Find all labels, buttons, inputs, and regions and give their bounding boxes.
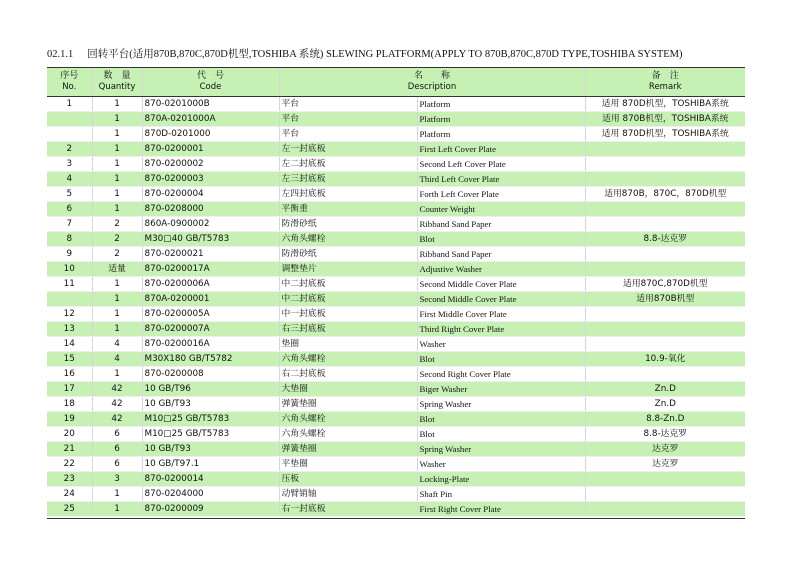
row-quantity: 1 (92, 202, 142, 217)
section-title-line (47, 46, 683, 61)
row-remark (585, 217, 745, 232)
row-description: Platform (417, 127, 585, 142)
row-description: First Middle Cover Plate (417, 307, 585, 322)
row-code: 870A-0200001 (142, 292, 279, 307)
row-code: 10 GB/T93 (142, 442, 279, 457)
row-description: Third Right Cover Plate (417, 322, 585, 337)
row-quantity: 1 (92, 112, 142, 127)
row-name-cn: 平台 (279, 127, 417, 142)
row-remark: 10.9-氧化 (585, 352, 745, 367)
table-row (47, 322, 745, 337)
row-code: 870-0200008 (142, 367, 279, 382)
row-index: 5 (47, 187, 92, 202)
row-description: Second Middle Cover Plate (417, 277, 585, 292)
row-index: 1 (47, 97, 92, 112)
row-index: 7 (47, 217, 92, 232)
row-quantity: 6 (92, 457, 142, 472)
table-row (47, 382, 745, 397)
row-code: M30□40 GB/T5783 (142, 232, 279, 247)
table-header-row (47, 68, 745, 97)
row-description: Second Left Cover Plate (417, 157, 585, 172)
table-row (47, 442, 745, 457)
header-quantity (92, 68, 142, 97)
table-row (47, 427, 745, 442)
row-description: Blot (417, 427, 585, 442)
row-name-cn: 左三封底板 (279, 172, 417, 187)
table-row (47, 187, 745, 202)
row-name-cn: 左一封底板 (279, 142, 417, 157)
row-remark: Zn.D (585, 397, 745, 412)
table-row (47, 112, 745, 127)
row-quantity: 1 (92, 142, 142, 157)
row-code: 10 GB/T93 (142, 397, 279, 412)
row-name-cn: 右三封底板 (279, 322, 417, 337)
row-remark (585, 202, 745, 217)
header-description-en: Description (407, 82, 457, 92)
table-row (47, 247, 745, 262)
table-row (47, 337, 745, 352)
table-bottom-rule (47, 518, 745, 519)
row-remark (585, 142, 745, 157)
row-quantity: 2 (92, 217, 142, 232)
row-code: 870-0200016A (142, 337, 279, 352)
row-description: Ribband Sand Paper (417, 217, 585, 232)
section-number: 02.1.1 (47, 49, 74, 60)
row-index: 15 (47, 352, 92, 367)
row-description: Platform (417, 97, 585, 112)
row-remark (585, 172, 745, 187)
row-remark: 8.8-达克罗 (585, 232, 745, 247)
row-quantity: 1 (92, 487, 142, 502)
row-name-cn: 右二封底板 (279, 367, 417, 382)
row-description: Locking-Plate (417, 472, 585, 487)
row-code: 870-0200007A (142, 322, 279, 337)
row-quantity: 2 (92, 247, 142, 262)
row-code: 870-0200001 (142, 142, 279, 157)
row-quantity: 1 (92, 97, 142, 112)
row-quantity: 6 (92, 442, 142, 457)
row-quantity: 1 (92, 157, 142, 172)
table-row (47, 307, 745, 322)
row-index: 3 (47, 157, 92, 172)
row-index (47, 112, 92, 127)
row-code: 860A-0900002 (142, 217, 279, 232)
row-name-cn: 平衡重 (279, 202, 417, 217)
row-quantity: 1 (92, 172, 142, 187)
table-row (47, 472, 745, 487)
row-code: 10 GB/T97.1 (142, 457, 279, 472)
row-description: Counter Weight (417, 202, 585, 217)
row-remark: 达克罗 (585, 442, 745, 457)
row-name-cn: 六角头螺栓 (279, 427, 417, 442)
row-quantity: 4 (92, 352, 142, 367)
row-remark (585, 337, 745, 352)
row-code: M30X180 GB/T5782 (142, 352, 279, 367)
header-index-cn: 序号 (60, 71, 79, 81)
row-description: Blot (417, 232, 585, 247)
parts-table-body (47, 97, 745, 517)
row-name-cn: 六角头螺栓 (279, 412, 417, 427)
row-remark (585, 322, 745, 337)
section-title: 回转平台(适用870B,870C,870D机型,TOSHIBA 系统) SLEWING PLATFORM(APPLY TO 870B,870C,870D TYPE,TOSHIBA SYSTEM) (87, 49, 683, 60)
row-remark: 8.8-达克罗 (585, 427, 745, 442)
table-row (47, 352, 745, 367)
table-row (47, 412, 745, 427)
row-name-cn: 动臂销轴 (279, 487, 417, 502)
row-name-cn: 弹簧垫圈 (279, 442, 417, 457)
row-code: 870D-0201000 (142, 127, 279, 142)
row-name-cn: 垫圈 (279, 337, 417, 352)
row-index: 24 (47, 487, 92, 502)
row-name-cn: 右一封底板 (279, 502, 417, 517)
header-quantity-cn: 数 量 (103, 71, 131, 81)
row-code: 870-0200004 (142, 187, 279, 202)
row-name-cn: 调整垫片 (279, 262, 417, 277)
row-name-cn: 防滑砂纸 (279, 247, 417, 262)
table-row (47, 487, 745, 502)
header-index (47, 68, 92, 97)
row-index: 8 (47, 232, 92, 247)
row-remark: 适用 870D机型，TOSHIBA系统 (585, 127, 745, 142)
row-description: First Left Cover Plate (417, 142, 585, 157)
row-index: 25 (47, 502, 92, 517)
row-index: 14 (47, 337, 92, 352)
row-quantity: 1 (92, 127, 142, 142)
header-remark (585, 68, 745, 97)
header-code-cn: 代 号 (196, 71, 224, 81)
table-row (47, 277, 745, 292)
row-name-cn: 六角头螺栓 (279, 352, 417, 367)
row-index (47, 292, 92, 307)
row-description: Adjustive Washer (417, 262, 585, 277)
row-index: 20 (47, 427, 92, 442)
row-name-cn: 平垫圈 (279, 457, 417, 472)
table-row (47, 217, 745, 232)
row-index: 6 (47, 202, 92, 217)
row-description: Ribband Sand Paper (417, 247, 585, 262)
row-name-cn: 平台 (279, 97, 417, 112)
row-name-cn: 中二封底板 (279, 292, 417, 307)
row-remark: 8.8-Zn.D (585, 412, 745, 427)
row-quantity: 1 (92, 367, 142, 382)
row-code: 870-0201000B (142, 97, 279, 112)
row-description: Biger Washer (417, 382, 585, 397)
table-row (47, 202, 745, 217)
row-remark: 适用870B，870C，870D机型 (585, 187, 745, 202)
row-quantity: 42 (92, 412, 142, 427)
row-description: Platform (417, 112, 585, 127)
row-code: 10 GB/T96 (142, 382, 279, 397)
row-description: Second Middle Cover Plate (417, 292, 585, 307)
row-quantity: 6 (92, 427, 142, 442)
row-description: Spring Washer (417, 397, 585, 412)
row-code: 870-0200005A (142, 307, 279, 322)
table-row (47, 97, 745, 112)
row-description: Blot (417, 352, 585, 367)
row-description: First Right Cover Plate (417, 502, 585, 517)
row-quantity: 1 (92, 307, 142, 322)
row-quantity: 1 (92, 277, 142, 292)
row-description: Second Right Cover Plate (417, 367, 585, 382)
row-index: 19 (47, 412, 92, 427)
row-description: Blot (417, 412, 585, 427)
header-description-cn: 名 称 (414, 71, 451, 81)
row-code: 870-0200003 (142, 172, 279, 187)
row-index: 11 (47, 277, 92, 292)
row-remark: Zn.D (585, 382, 745, 397)
row-index: 22 (47, 457, 92, 472)
row-code: 870-0200014 (142, 472, 279, 487)
header-code-en: Code (199, 82, 222, 92)
row-index: 10 (47, 262, 92, 277)
row-quantity: 1 (92, 502, 142, 517)
row-remark (585, 487, 745, 502)
row-description: Third Left Cover Plate (417, 172, 585, 187)
row-index: 4 (47, 172, 92, 187)
row-remark (585, 262, 745, 277)
table-row (47, 502, 745, 517)
header-code (142, 68, 279, 97)
row-remark: 适用870C,870D机型 (585, 277, 745, 292)
header-index-en: No. (62, 82, 77, 92)
row-name-cn: 弹簧垫圈 (279, 397, 417, 412)
header-quantity-en: Quantity (98, 82, 136, 92)
row-code: 870-0200002 (142, 157, 279, 172)
row-name-cn: 六角头螺栓 (279, 232, 417, 247)
row-quantity: 1 (92, 292, 142, 307)
row-quantity: 2 (92, 232, 142, 247)
row-remark: 适用 870B机型，TOSHIBA系统 (585, 112, 745, 127)
row-remark (585, 367, 745, 382)
row-name-cn: 压板 (279, 472, 417, 487)
row-quantity: 3 (92, 472, 142, 487)
row-index: 12 (47, 307, 92, 322)
row-description: Washer (417, 337, 585, 352)
row-name-cn: 中一封底板 (279, 307, 417, 322)
header-description (279, 68, 585, 97)
row-quantity: 42 (92, 397, 142, 412)
row-code: 870-0200006A (142, 277, 279, 292)
row-code: 870-0200009 (142, 502, 279, 517)
table-row (47, 172, 745, 187)
parts-table (47, 67, 745, 517)
table-row (47, 262, 745, 277)
row-index (47, 127, 92, 142)
row-name-cn: 中二封底板 (279, 277, 417, 292)
row-index: 13 (47, 322, 92, 337)
row-index: 16 (47, 367, 92, 382)
row-remark (585, 472, 745, 487)
row-quantity: 适量 (92, 262, 142, 277)
table-row (47, 142, 745, 157)
row-description: Spring Washer (417, 442, 585, 457)
row-index: 9 (47, 247, 92, 262)
table-row (47, 127, 745, 142)
row-index: 23 (47, 472, 92, 487)
row-code: M10□25 GB/T5783 (142, 412, 279, 427)
table-row (47, 457, 745, 472)
row-name-cn: 防滑砂纸 (279, 217, 417, 232)
row-description: Forth Left Cover Plate (417, 187, 585, 202)
row-remark (585, 307, 745, 322)
table-row (47, 397, 745, 412)
row-code: 870-0200017A (142, 262, 279, 277)
row-quantity: 4 (92, 337, 142, 352)
row-name-cn: 左四封底板 (279, 187, 417, 202)
row-name-cn: 平台 (279, 112, 417, 127)
row-quantity: 42 (92, 382, 142, 397)
row-name-cn: 左二封底板 (279, 157, 417, 172)
row-remark (585, 157, 745, 172)
table-row (47, 157, 745, 172)
row-quantity: 1 (92, 187, 142, 202)
table-row (47, 232, 745, 247)
row-code: 870A-0201000A (142, 112, 279, 127)
row-code: M10□25 GB/T5783 (142, 427, 279, 442)
row-code: 870-0208000 (142, 202, 279, 217)
row-name-cn: 大垫圈 (279, 382, 417, 397)
row-remark (585, 502, 745, 517)
row-quantity: 1 (92, 322, 142, 337)
table-row (47, 367, 745, 382)
row-remark: 达克罗 (585, 457, 745, 472)
row-description: Washer (417, 457, 585, 472)
row-remark (585, 247, 745, 262)
row-index: 2 (47, 142, 92, 157)
row-index: 18 (47, 397, 92, 412)
row-code: 870-0200021 (142, 247, 279, 262)
row-index: 21 (47, 442, 92, 457)
row-code: 870-0204000 (142, 487, 279, 502)
header-remark-cn: 备 注 (651, 71, 679, 81)
row-remark: 适用 870D机型，TOSHIBA系统 (585, 97, 745, 112)
table-row (47, 292, 745, 307)
header-remark-en: Remark (648, 82, 682, 92)
row-description: Shaft Pin (417, 487, 585, 502)
row-index: 17 (47, 382, 92, 397)
row-remark: 适用870B机型 (585, 292, 745, 307)
